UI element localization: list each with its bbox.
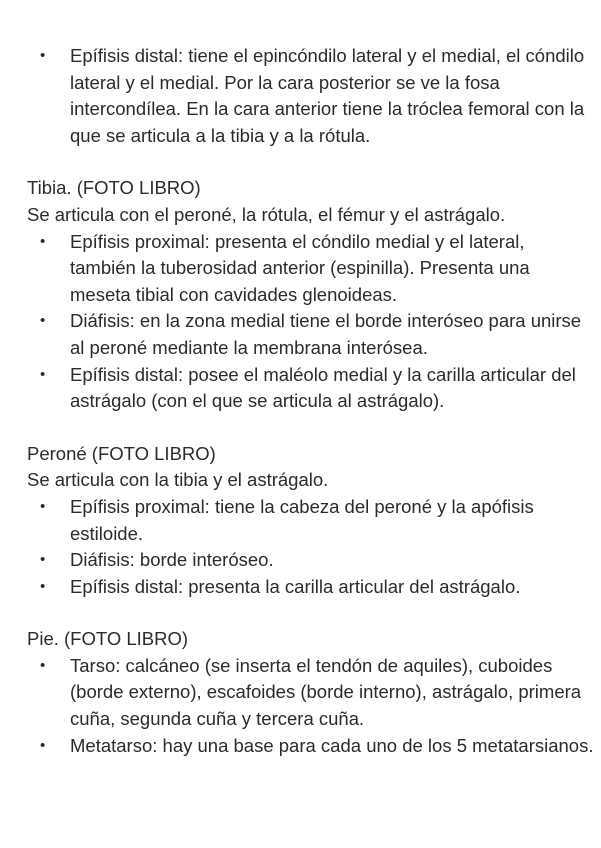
list-item — [27, 362, 595, 415]
section-pie — [27, 626, 595, 759]
bullet-icon: • — [40, 47, 46, 64]
bullet-list — [27, 229, 595, 415]
list-item — [27, 733, 595, 760]
bullet-icon: • — [40, 577, 46, 595]
list-item-text: Diáfisis: borde interóseo. — [70, 549, 274, 571]
section-title: Pie. (FOTO LIBRO) — [27, 628, 189, 650]
section-tibia — [27, 175, 595, 414]
list-item-text: Epífisis distal: presenta la carilla articular del astrágalo. — [70, 575, 521, 597]
bullet-icon: • — [40, 312, 46, 330]
section-title: Tibia. (FOTO LIBRO) — [27, 177, 201, 199]
list-item-text: Epífisis proximal: tiene la cabeza del peroné y la apófisis estiloide. — [70, 495, 534, 544]
list-item — [27, 229, 595, 309]
bullet-icon: • — [40, 497, 46, 515]
list-item — [27, 494, 595, 547]
list-item-text: Epífisis distal: posee el maléolo medial y la carilla articular del astrágalo (con el que se articula al astrágalo). — [70, 363, 576, 412]
section-femur-continuation — [27, 43, 595, 149]
bullet-list — [27, 43, 595, 149]
list-item — [27, 43, 595, 149]
list-item — [27, 574, 595, 601]
list-item-text: Tarso: calcáneo (se inserta el tendón de aquiles), cuboides (borde externo), escafoides (borde interno), astrágalo, primera cuña, segunda cuña y tercera cuña. — [70, 654, 582, 730]
bullet-icon: • — [40, 656, 46, 674]
bullet-icon: • — [40, 736, 46, 754]
bullet-icon: • — [40, 551, 46, 569]
section-perone — [27, 441, 595, 601]
bullet-list — [27, 494, 595, 600]
list-item-text: Epífisis proximal: presenta el cóndilo medial y el lateral, también la tuberosidad anterior (espinilla). Presenta una meseta tibial con cavidades glenoideas. — [70, 230, 530, 305]
list-item-text: Diáfisis: en la zona medial tiene el borde interóseo para unirse al peroné mediante la membrana interósea. — [70, 310, 582, 358]
section-intro: Se articula con el peroné, la rótula, el fémur y el astrágalo. — [27, 203, 506, 225]
list-item — [27, 308, 595, 361]
list-item-text: Epífisis distal: tiene el epincóndilo lateral y el medial, el cóndilo lateral y el medial. Por la cara posterior se ve la fosa intercondílea. En la cara anterior tiene la tróclea femoral con la que se articula a la tibia y a la rótula. — [70, 45, 585, 146]
bullet-list — [27, 653, 595, 759]
section-intro: Se articula con la tibia y el astrágalo. — [27, 469, 329, 491]
list-item-text: Metatarso: hay una base para cada uno de los 5 metatarsianos. — [70, 734, 594, 756]
bullet-icon: • — [40, 365, 46, 383]
section-title: Peroné (FOTO LIBRO) — [27, 442, 216, 464]
list-item — [27, 653, 595, 733]
bullet-icon: • — [40, 232, 46, 250]
list-item — [27, 547, 595, 574]
document-page — [27, 43, 595, 785]
